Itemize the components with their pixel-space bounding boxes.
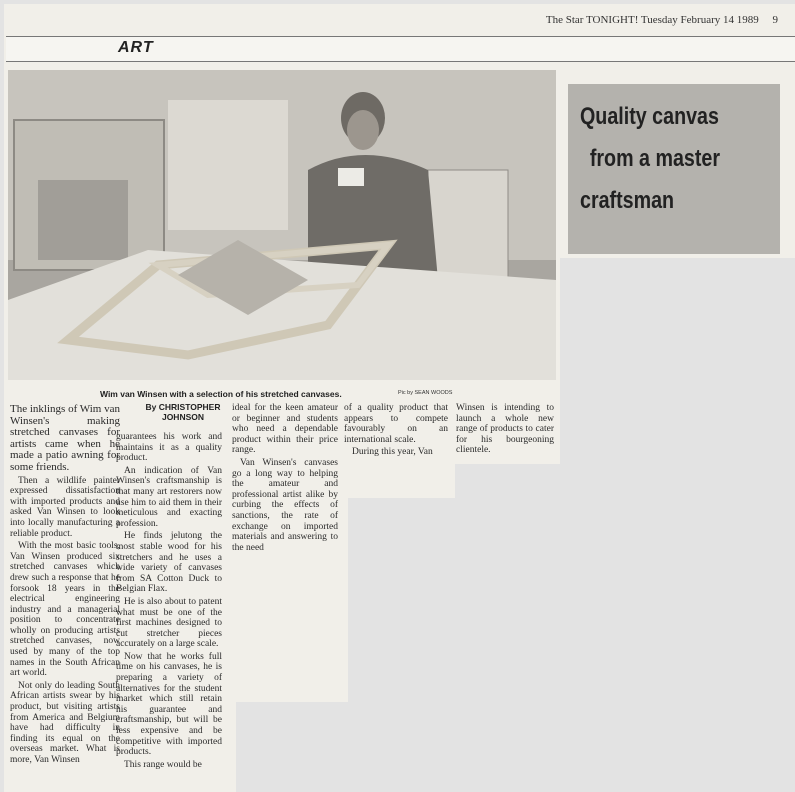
article-column-3 — [232, 403, 338, 555]
article-paragraph: The inklings of Wim van Winsen's making stretched canvases for artists came when he made a patio awning for some friends. — [10, 403, 120, 473]
section-bar — [6, 36, 795, 62]
article-paragraph: Winsen is intending to launch a whole new range of products to cater for his bourgeoning clientele. — [456, 403, 554, 456]
headline-line-3: craftsman — [580, 187, 675, 214]
article-photo — [8, 70, 556, 380]
article-paragraph: ideal for the keen amateur or beginner and students who need a dependable product within their price range. — [232, 403, 338, 456]
article-paragraph: An indication of Van Winsen's craftsmanship is that many art restorers now use him to aid them in their meticulous and exacting profession. — [116, 465, 222, 529]
article-paragraph: guarantees his work and maintains it as a quality product. — [116, 432, 222, 464]
article-paragraph: of a quality product that appears to compete favourably on an international scale. — [344, 403, 448, 445]
byline-line-2: JOHNSON — [161, 412, 205, 422]
headline-line-1: Quality canvas — [580, 103, 719, 130]
byline — [136, 402, 230, 422]
article-paragraph: With the most basic tools, Van Winsen produced six stretched canvases which drew such a response that he forsook 18 years in the electrical engineering industry and a managerial position to concentrate wholly on producing artists stretched canvases, now used by many of the top names in the South African art world. — [10, 541, 120, 679]
article-paragraph: This range would be — [124, 759, 202, 770]
article-paragraph: Then a wildlife painter expressed dissatisfaction with imported products and asked Van Winsen to look into locally manufacturing a reliable product. — [10, 475, 120, 539]
article-column-5 — [456, 403, 554, 458]
photo-caption: Wim van Winsen with a selection of his stretched canvases. — [100, 389, 342, 399]
article-column-2 — [116, 432, 222, 772]
article-paragraph: During this year, Van — [352, 447, 433, 458]
article-paragraph: Not only do leading South African artists swear by his product, but visiting artists from America and Belgium have had difficulty in finding its equal on the overseas market. What is more, Van Winsen — [10, 680, 120, 765]
article-paragraph: Van Winsen's canvases go a long way to helping the amateur and professional artist alike by curbing the effects of sanctions, the rate of exchange on imported materials and answering to the need — [232, 457, 338, 553]
headline — [580, 96, 720, 222]
byline-line-1: By CHRISTOPHER — [145, 402, 221, 412]
headline-line-2: from a master — [589, 145, 721, 172]
article-column-4 — [344, 403, 448, 460]
photo-credit: Pic by SEAN WOODS — [398, 390, 453, 396]
article-paragraph: He is also about to patent what must be one of the first machines designed to cut stretcher pieces accurately on a large scale. — [116, 596, 222, 650]
headline-box — [568, 84, 780, 254]
section-label: ART — [118, 39, 154, 56]
article-paragraph: He finds jelutong the most stable wood for his stretchers and he uses a wide variety of canvases from SA Cotton Duck to Belgian Flax. — [116, 531, 222, 595]
photo-illustration — [8, 70, 556, 380]
article-column-1 — [10, 404, 120, 768]
article-paragraph: Now that he works full time on his canvases, he is preparing a variety of alternatives for the student market which still retain his guarantee and craftsmanship, but will be less expensive and be competitive with imported products. — [116, 651, 222, 758]
masthead-text: The Star TONIGHT! Tuesday February 14 1989 9 — [545, 14, 778, 26]
